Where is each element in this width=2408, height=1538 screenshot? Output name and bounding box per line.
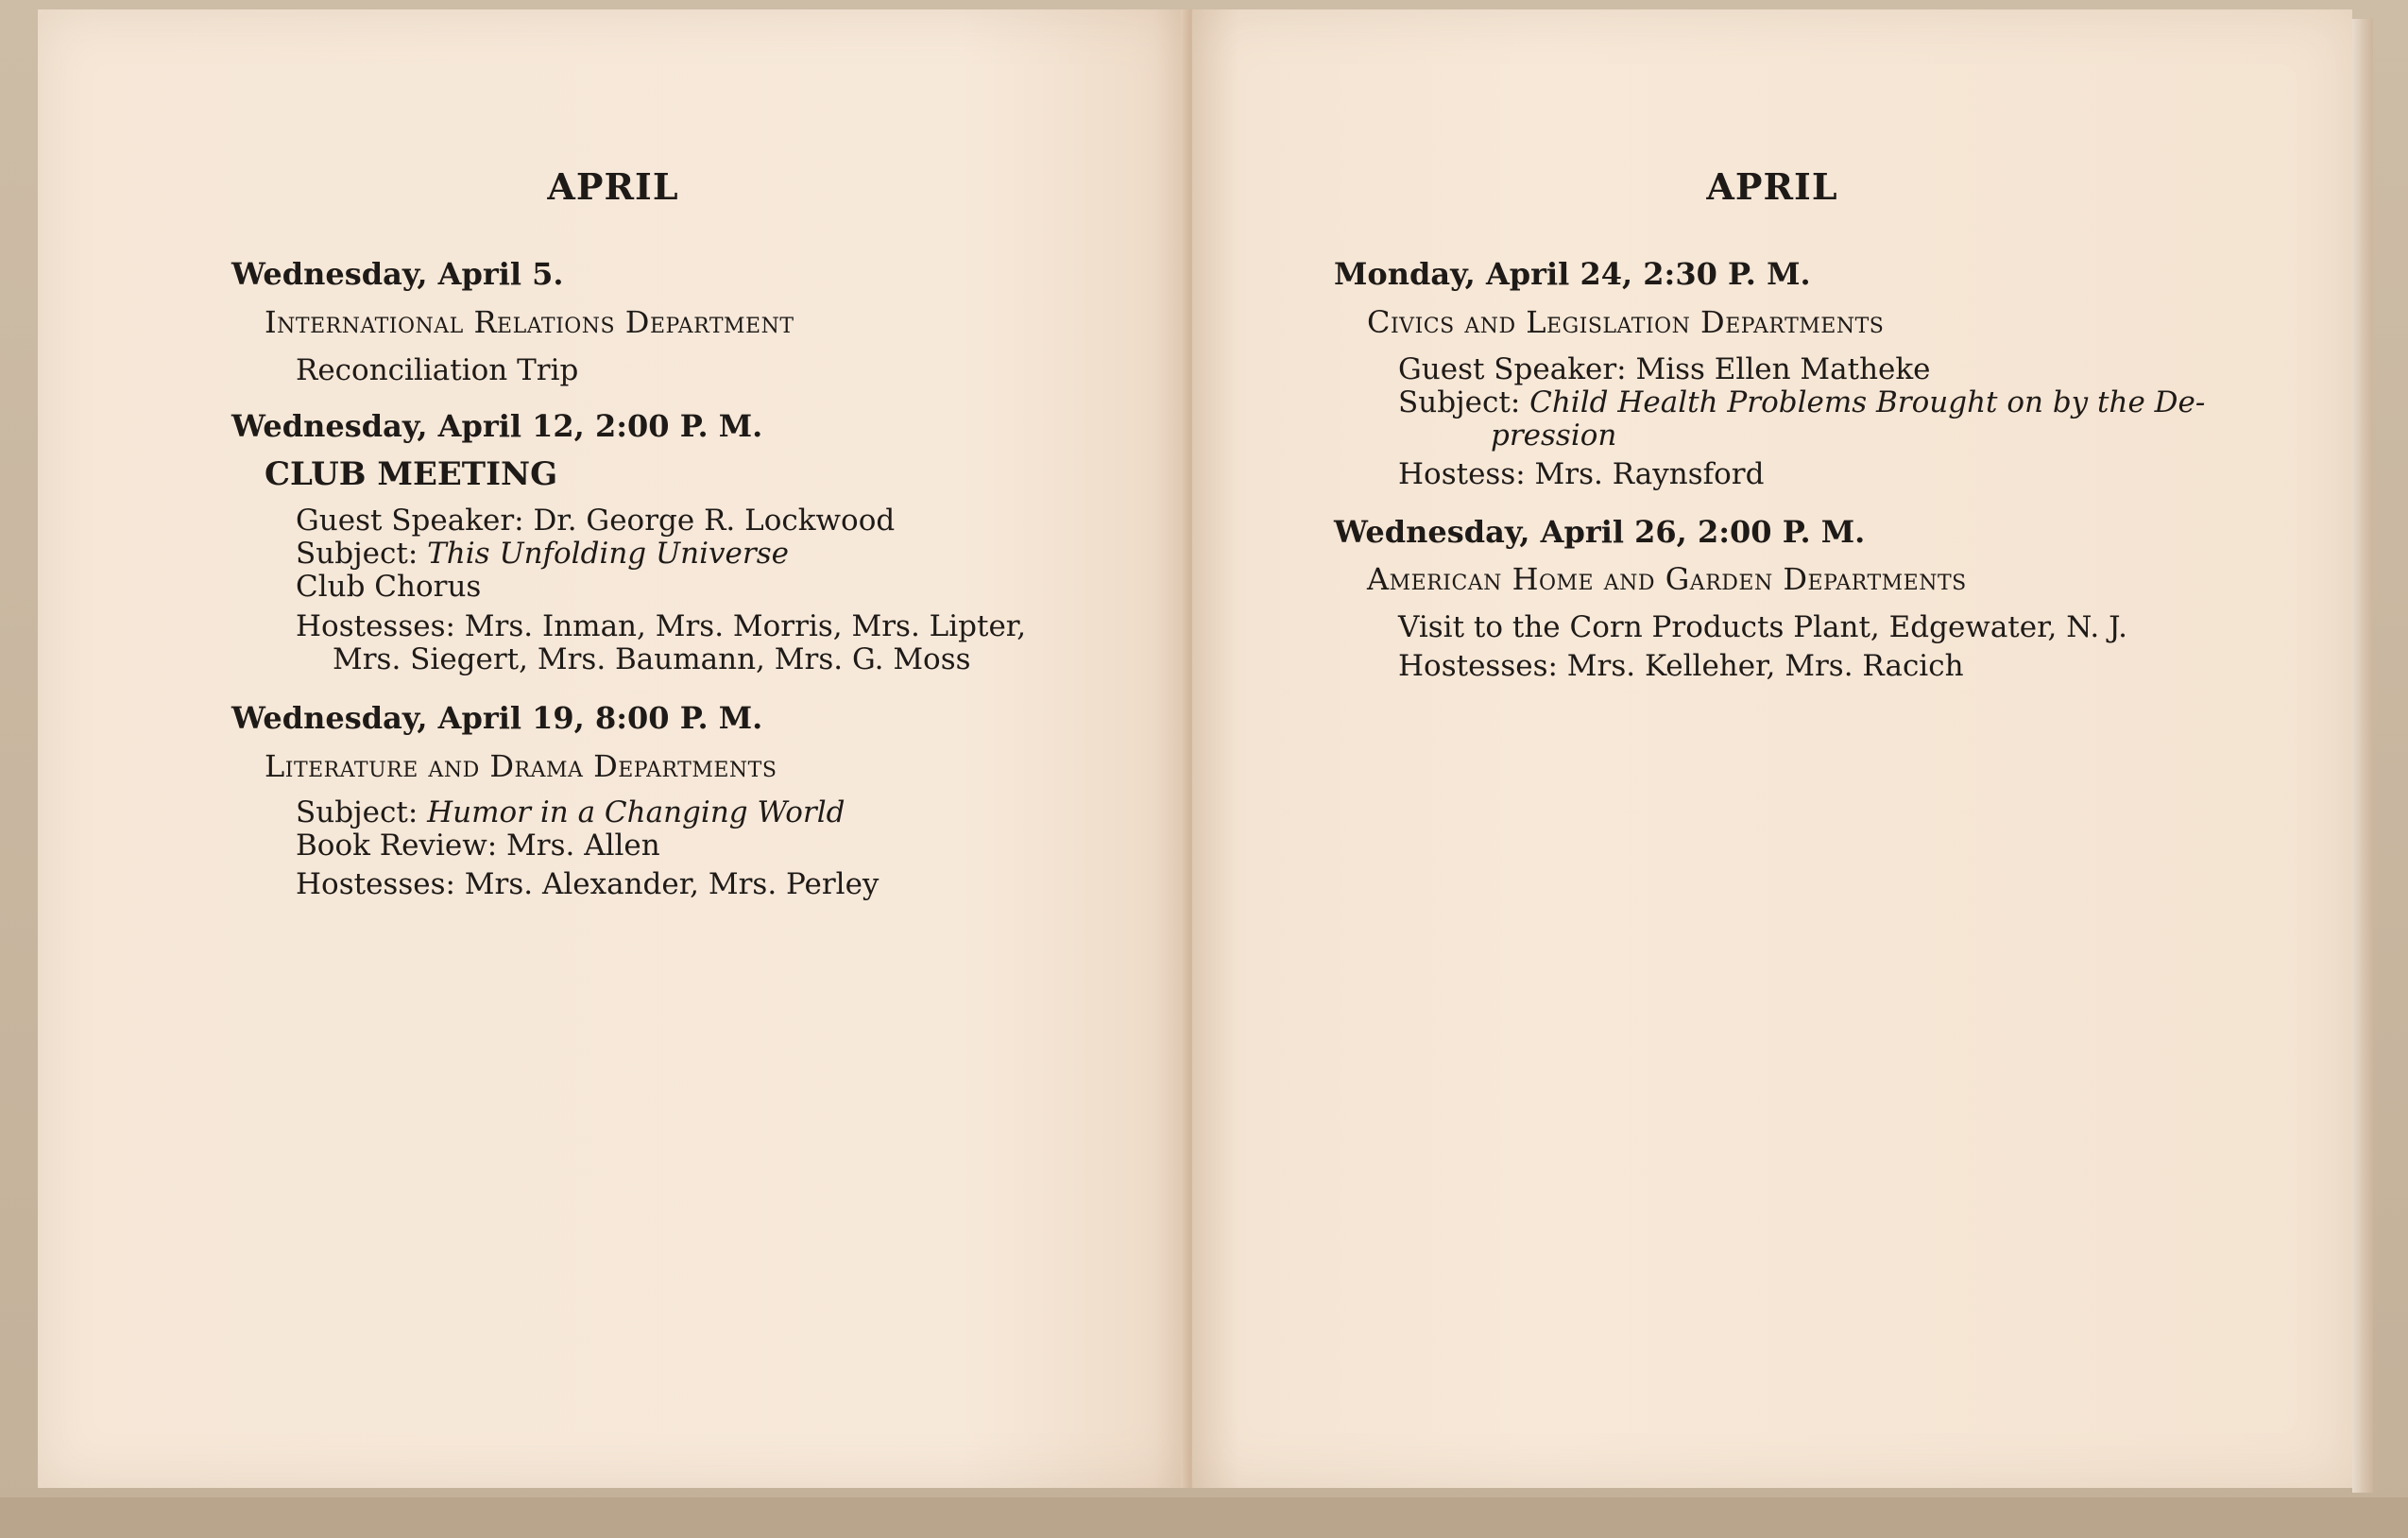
event-subject — [296, 795, 845, 829]
subject-label: Subject: — [1398, 385, 1530, 419]
event-date: Wednesday, April 26, 2:00 P. M. — [1334, 514, 1866, 550]
event-heading: CLUB MEETING — [265, 455, 558, 493]
event-line: Reconciliation Trip — [296, 353, 579, 387]
event-speaker: Guest Speaker: Miss Ellen Matheke — [1398, 352, 1931, 386]
left-page — [38, 9, 1188, 1488]
event-department: International Relations Department — [265, 304, 794, 340]
subject-label: Subject: — [296, 795, 428, 829]
subject-label: Subject: — [296, 537, 428, 571]
subject-title: This Unfolding Universe — [427, 537, 789, 571]
event-speaker: Guest Speaker: Dr. George R. Lockwood — [296, 504, 896, 538]
event-hostesses-cont: Mrs. Siegert, Mrs. Baumann, Mrs. G. Moss — [333, 642, 971, 676]
event-date: Wednesday, April 19, 8:00 P. M. — [231, 700, 763, 736]
event-date: Monday, April 24, 2:30 P. M. — [1334, 256, 1811, 292]
right-page — [1192, 9, 2352, 1488]
subject-title: Child Health Problems Brought on by the De- — [1529, 385, 2206, 419]
event-hostesses: Hostesses: Mrs. Alexander, Mrs. Perley — [296, 867, 880, 901]
event-department: American Home and Garden Departments — [1367, 561, 1967, 597]
subject-title-cont: pression — [1491, 419, 1617, 453]
event-review: Book Review: Mrs. Allen — [296, 829, 660, 863]
event-subject — [296, 537, 789, 571]
event-hostesses: Hostesses: Mrs. Kelleher, Mrs. Racich — [1398, 649, 1964, 683]
subject-title: Humor in a Changing World — [427, 795, 845, 829]
event-date: Wednesday, April 12, 2:00 P. M. — [231, 408, 763, 444]
left-page-month: APRIL — [547, 165, 679, 208]
event-department: Literature and Drama Departments — [265, 748, 777, 784]
page-stack-edge — [2352, 19, 2373, 1493]
event-extra: Club Chorus — [296, 570, 482, 604]
event-hostess: Hostess: Mrs. Raynsford — [1398, 457, 1765, 491]
cover-bottom-edge — [0, 1497, 2408, 1538]
right-page-month: APRIL — [1706, 165, 1838, 208]
event-hostesses: Hostesses: Mrs. Inman, Mrs. Morris, Mrs. Lipter, — [296, 609, 1027, 643]
event-department: Civics and Legislation Departments — [1367, 304, 1885, 340]
event-visit: Visit to the Corn Products Plant, Edgewater, N. J. — [1398, 610, 2127, 644]
event-subject — [1398, 385, 2205, 419]
event-date: Wednesday, April 5. — [231, 256, 564, 292]
